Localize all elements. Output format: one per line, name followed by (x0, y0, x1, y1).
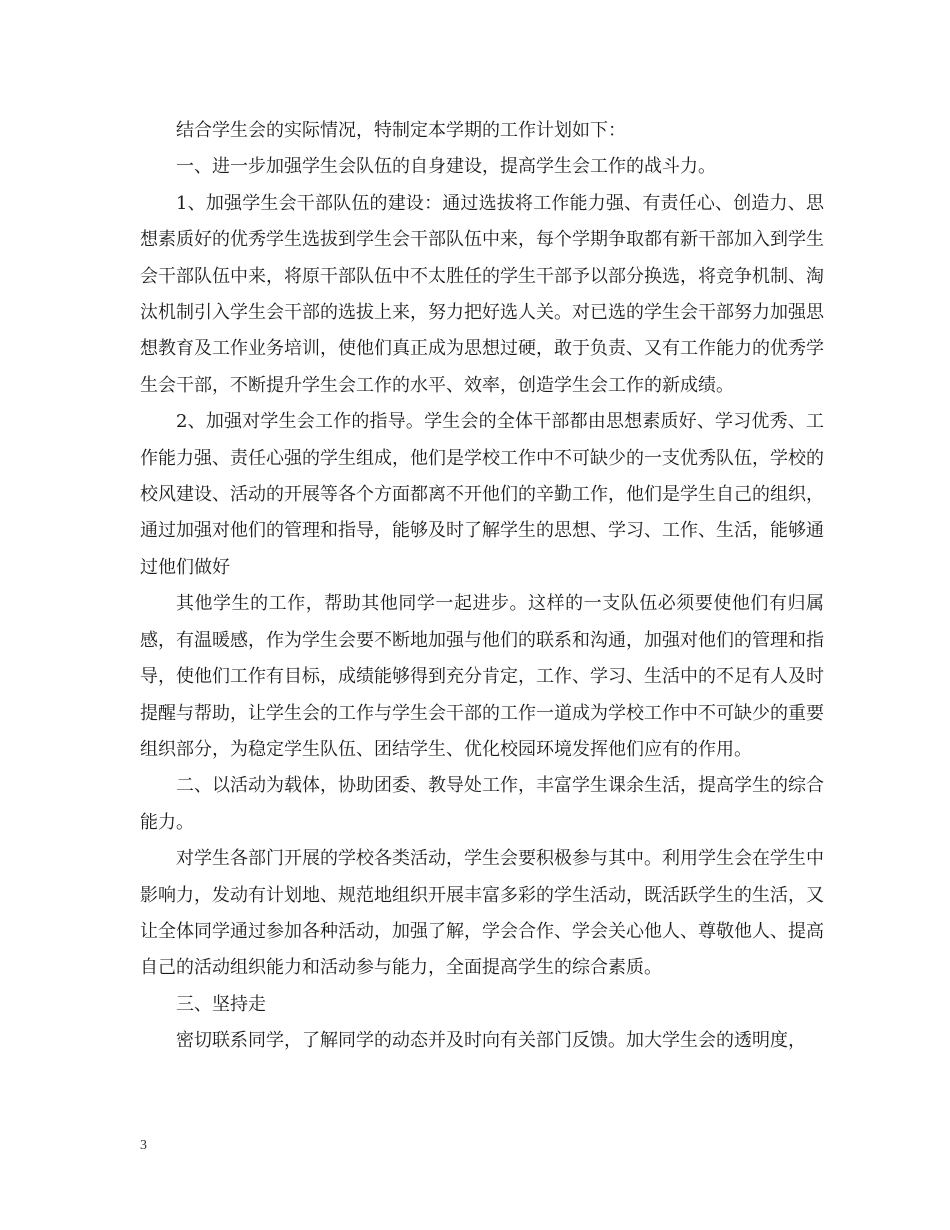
page-number: 3 (140, 1138, 147, 1153)
paragraph-1-2: 2、加强对学生会工作的指导。学生会的全体干部都由思想素质好、学习优秀、工作能力强、责任心强的学生组成，他们是学校工作中不可缺少的一支优秀队伍，学校的校风建设、活动的开展等各个方面都离不开他们的辛勤工作，他们是学生自己的组织，通过加强对他们的管理和指导，能够及时了解学生的思想、学习、工作、生活，能够通过他们做好 (140, 411, 824, 578)
paragraph-2: 对学生各部门开展的学校各类活动，学生会要积极参与其中。利用学生会在学生中影响力，发动有计划地、规范地组织开展丰富多彩的学生活动，既活跃学生的生活，又让全体同学通过参加各种活动，加强了解，学会合作、学会关心他人、尊敬他人、提高自己的活动组织能力和活动参与能力，全面提高学生的综合素质。 (140, 848, 824, 979)
document-body (140, 113, 824, 1060)
paragraph-3: 密切联系同学，了解同学的动态并及时向有关部门反馈。加大学生会的透明度， (176, 1030, 806, 1052)
heading-section-2: 二、以活动为载体，协助团委、教导处工作，丰富学生课余生活，提高学生的综合能力。 (140, 775, 824, 833)
paragraph-intro: 结合学生会的实际情况，特制定本学期的工作计划如下： (176, 120, 626, 141)
paragraph-1-1: 1、加强学生会干部队伍的建设：通过选拔将工作能力强、有责任心、创造力、思想素质好的优秀学生选拔到学生会干部队伍中来，每个学期争取都有新干部加入到学生会干部队伍中来，将原干部队伍中不太胜任的学生干部予以部分换选，将竞争机制、淘汰机制引入学生会干部的选拔上来，努力把好选人关。对已选的学生会干部努力加强思想教育及工作业务培训，使他们真正成为思想过硬，敢于负责、又有工作能力的优秀学生会干部，不断提升学生会工作的水平、效率，创造学生会工作的新成绩。 (140, 192, 824, 396)
paragraph-1-2-continued: 其他学生的工作，帮助其他同学一起进步。这样的一支队伍必须要使他们有归属感，有温暖感，作为学生会要不断地加强与他们的联系和沟通，加强对他们的管理和指导，使他们工作有目标，成绩能够得到充分肯定，工作、学习、生活中的不足有人及时提醒与帮助，让学生会的工作与学生会干部的工作一道成为学校工作中不可缺少的重要组织部分，为稳定学生队伍、团结学生、优化校园环境发挥他们应有的作用。 (140, 593, 824, 760)
heading-section-3: 三、坚持走 (176, 993, 266, 1015)
heading-section-1: 一、进一步加强学生会队伍的自身建设，提高学生会工作的战斗力。 (176, 156, 716, 178)
